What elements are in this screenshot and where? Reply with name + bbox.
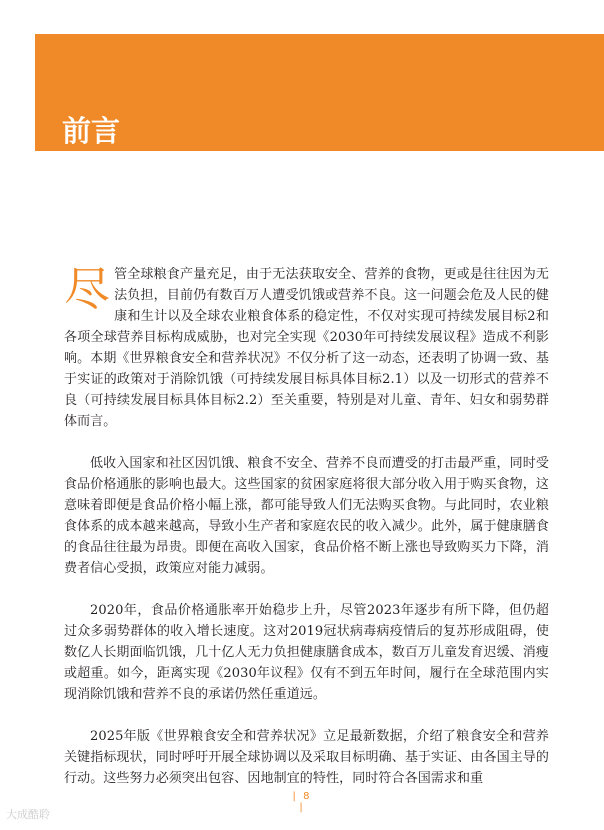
paragraph: 2020年，食品价格通胀率开始稳步上升，尽管2023年逐步有所下降，但仍超过众多弱势群体的收入增长速度。这对2019冠状病毒病疫情后的复苏形成阻碍，使数亿人长期面临饥饿，几十亿人无力负担健康膳食成本，数百万儿童发育迟缓、消瘦或超重。如今，距离实现《2030年议程》仅有不到五年时间，履行在全球范围内实现消除饥饿和营养不良的承诺仍然任重道远。 xyxy=(64,603,549,702)
intro-text: 管全球粮食产量充足，由于无法获取安全、营养的食物，更或是往往因为无法负担，目前仍有数百万人遭受饥饿或营养不良。这一问题会危及人民的健康和生计以及全球农业粮食体系的稳定性，不仅对实现可持续发展目标2和各项全球营养目标构成威胁，也对完全实现《2030年可持续发展议程》造成不利影响。本期《世界粮食安全和营养状况》不仅分析了这一动态，还表明了协调一致、基于实证的政策对于消除饥饿（可持续发展目标具体目标2.1）以及一切形式的营养不良（可持续发展目标具体目标2.2）至关重要，特别是对儿童、青年、妇女和弱势群体而言。 xyxy=(64,267,549,429)
paragraph: 低收入国家和社区因饥饿、粮食不安全、营养不良而遭受的打击最严重，同时受食品价格通胀的影响也最大。这些国家的贫困家庭将很大部分收入用于购买食物，这意味着即便是食品价格小幅上涨，都可能导致人们无法购买食物。与此同时，农业粮食体系的成本越来越高，导致小生产者和家庭农民的收入减少。此外，属于健康膳食的食品往往最为昂贵。即便在高收入国家，食品价格不断上涨也导致购买力下降，消费者信心受损，政策应对能力减弱。 xyxy=(64,456,549,576)
body-text xyxy=(64,264,549,810)
page-title: 前言 xyxy=(62,114,121,148)
drop-cap: 尽 xyxy=(64,262,111,316)
paragraph: 2025年版《世界粮食安全和营养状况》立足最新数据，介绍了粮食安全和营养关键指标现状，同时呼吁开展全球协调以及采取目标明确、基于实证、由各国主导的行动。这些努力必须突出包容、因地制宜的特性，同时符合各国需求和重 xyxy=(64,729,549,786)
watermark: 大成酷聆 xyxy=(6,808,50,821)
page-number: | 8 | xyxy=(292,791,312,813)
intro-paragraph xyxy=(64,264,549,432)
header-banner xyxy=(35,34,604,151)
